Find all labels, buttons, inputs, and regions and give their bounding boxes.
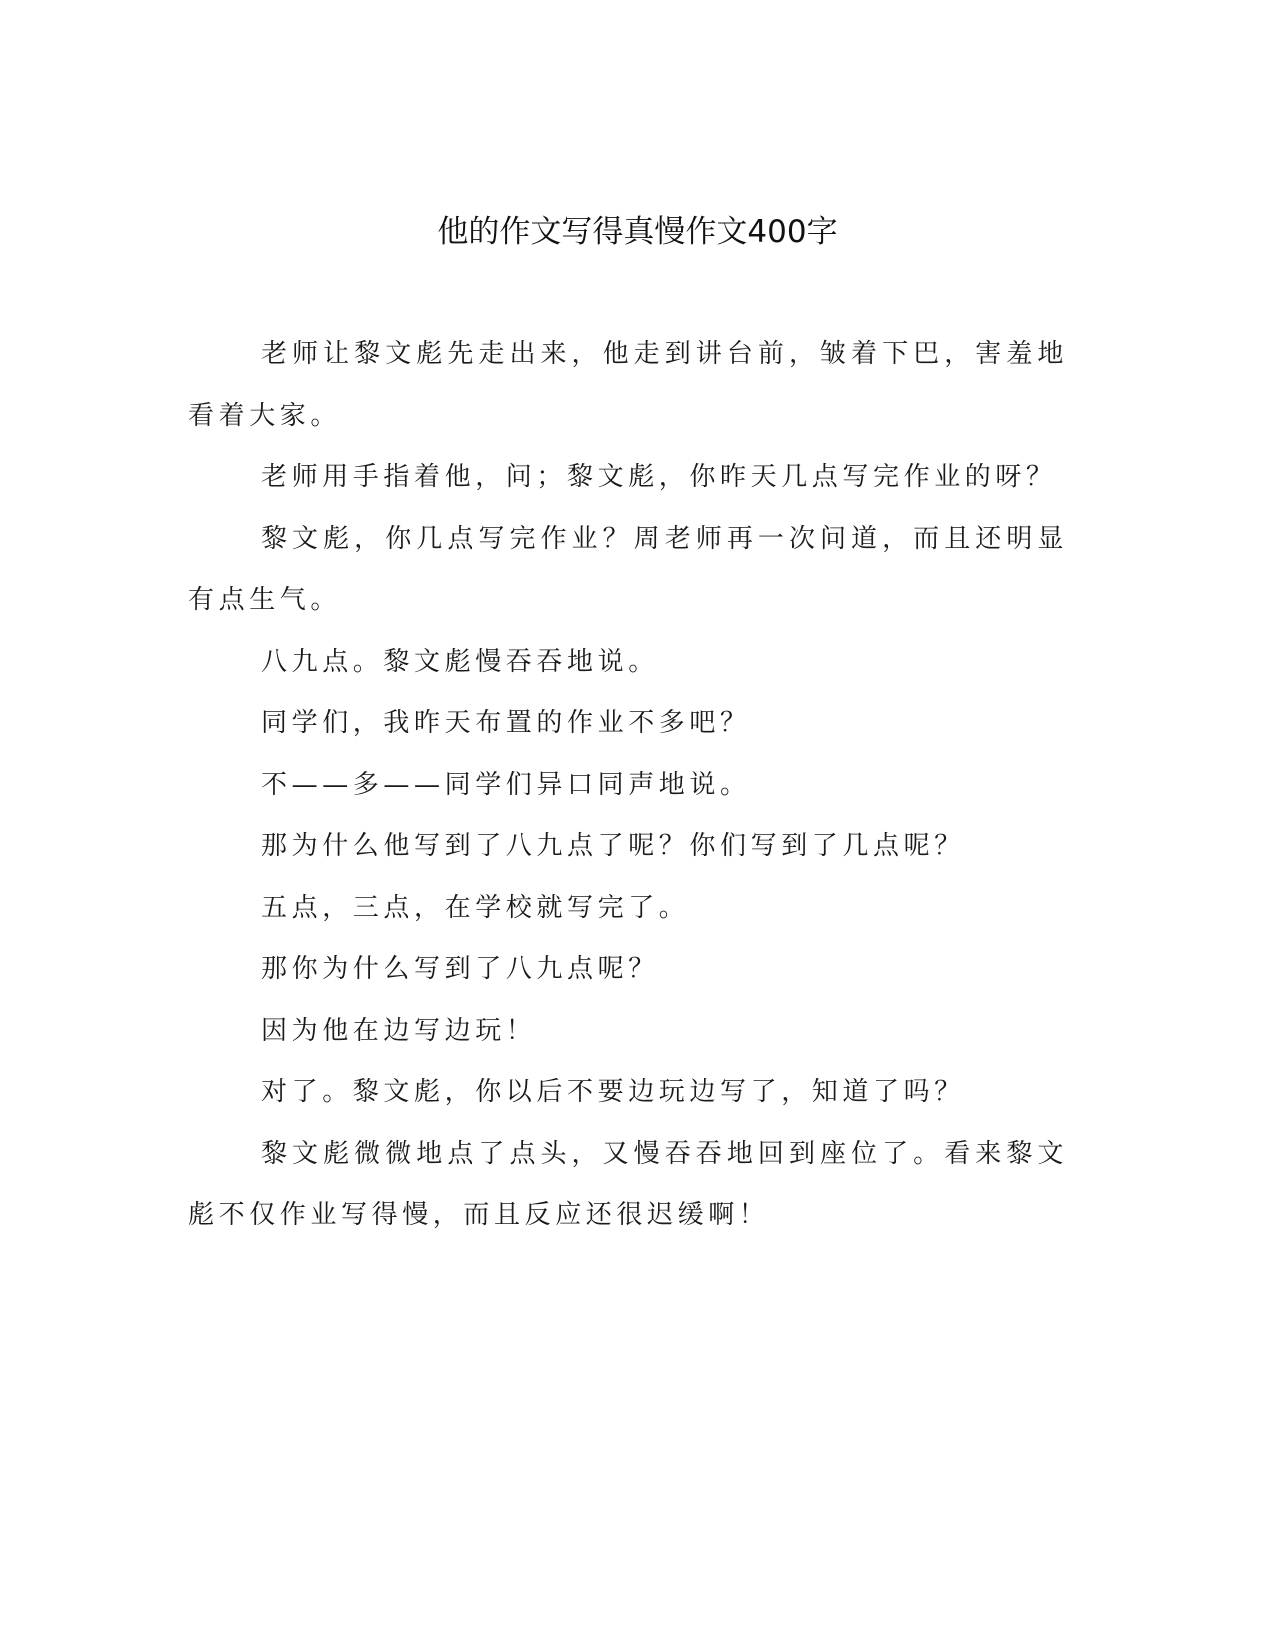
paragraph-10: 因为他在边写边玩！	[261, 1015, 537, 1046]
paragraph-8: 五点，三点，在学校就写完了。	[261, 892, 690, 923]
paragraph-5: 同学们，我昨天布置的作业不多吧？	[261, 708, 751, 738]
paragraph-3: 黎文彪，你几点写完作业？周老师再一次问道，而且还明显有点生气。	[188, 523, 1068, 615]
paragraph-7: 那为什么他写到了八九点了呢？你们写到了几点呢？	[261, 831, 965, 861]
document-title: 他的作文写得真慢作文400字	[437, 214, 838, 250]
paragraph-9: 那你为什么写到了八九点呢？	[261, 954, 659, 984]
paragraph-2: 老师用手指着他，问；黎文彪，你昨天几点写完作业的呀？	[261, 462, 1057, 492]
paragraph-6: 不——多——同学们异口同声地说。	[261, 769, 751, 800]
paragraph-1: 老师让黎文彪先走出来，他走到讲台前，皱着下巴，害羞地看着大家。	[188, 339, 1068, 431]
paragraph-12: 黎文彪微微地点了点头，又慢吞吞地回到座位了。看来黎文彪不仅作业写得慢，而且反应还很迟缓啊！	[188, 1138, 1068, 1230]
paragraph-4: 八九点。黎文彪慢吞吞地说。	[261, 646, 659, 677]
paragraph-11: 对了。黎文彪，你以后不要边玩边写了，知道了吗？	[261, 1077, 965, 1107]
document-body	[188, 324, 1068, 1247]
